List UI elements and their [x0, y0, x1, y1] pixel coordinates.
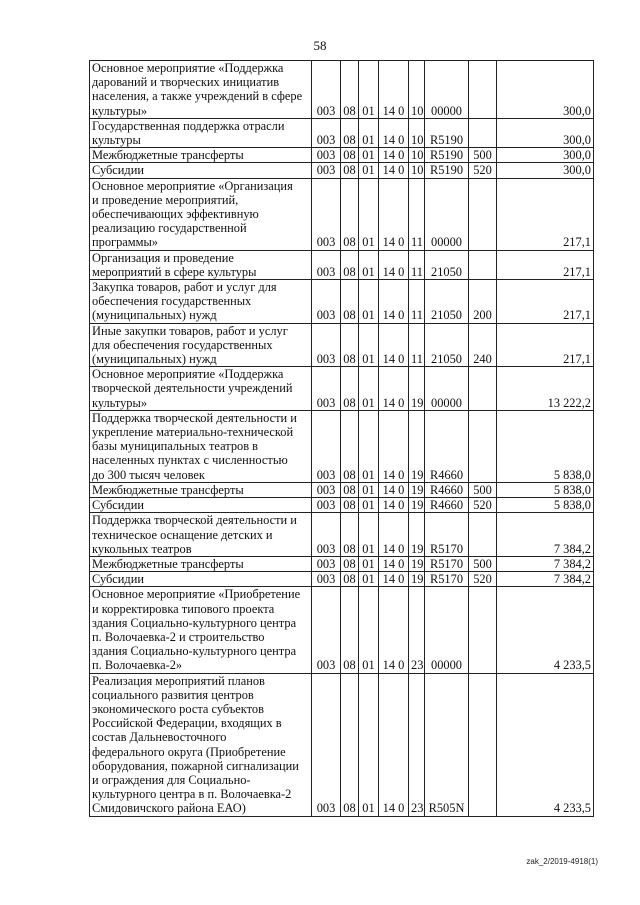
cell-expense-type-code: [469, 410, 497, 482]
cell-subsection-code: 01: [359, 367, 379, 411]
table-row: [90, 367, 594, 411]
cell-direction-code: 00000: [425, 61, 469, 119]
cell-amount: 7 384,2: [497, 572, 594, 587]
cell-direction-code: 21050: [425, 280, 469, 324]
cell-direction-code: R4660: [425, 482, 469, 497]
table-row: [90, 178, 594, 250]
cell-expense-type-code: 520: [469, 498, 497, 513]
cell-row-name: Реализация мероприятий планов социального развития центров экономического роста субъектов Российской Федерации, входящих в состав Дальневосточного федерального округа (Приобретение оборудования, пожарной сигнализации и ограждения для Социально- культурного центра в п. Волочаевка-2 Смидовичского района ЕАО): [90, 673, 312, 816]
cell-row-name: Закупка товаров, работ и услуг для обеспечения государственных (муниципальных) нужд: [90, 280, 312, 324]
cell-admin-code: 003: [312, 323, 341, 367]
cell-row-name: Основное мероприятие «Организация и проведение мероприятий, обеспечивающих эффективную реализацию государственной программы»: [90, 178, 312, 250]
cell-section-code: 08: [341, 410, 359, 482]
table-row: [90, 513, 594, 557]
cell-event-code: 19: [409, 556, 425, 571]
cell-direction-code: 00000: [425, 367, 469, 411]
cell-subsection-code: 01: [359, 118, 379, 147]
cell-expense-type-code: [469, 178, 497, 250]
cell-admin-code: 003: [312, 572, 341, 587]
cell-amount: 217,1: [497, 280, 594, 324]
cell-row-name: Субсидии: [90, 572, 312, 587]
cell-direction-code: R5170: [425, 513, 469, 557]
cell-direction-code: R5190: [425, 148, 469, 163]
budget-table: [89, 60, 594, 817]
cell-subsection-code: 01: [359, 250, 379, 279]
cell-amount: 5 838,0: [497, 498, 594, 513]
cell-section-code: 08: [341, 148, 359, 163]
cell-event-code: 19: [409, 498, 425, 513]
cell-row-name: Государственная поддержка отрасли культуры: [90, 118, 312, 147]
cell-expense-type-code: [469, 513, 497, 557]
cell-admin-code: 003: [312, 556, 341, 571]
cell-subsection-code: 01: [359, 572, 379, 587]
cell-row-name: Основное мероприятие «Приобретение и корректировка типового проекта здания Социально-культурного центра п. Волочаевка-2 и строительство здания Социально-культурного центра п. Волочаевка-2»: [90, 587, 312, 673]
table-row: [90, 280, 594, 324]
cell-subsection-code: 01: [359, 178, 379, 250]
cell-subsection-code: 01: [359, 148, 379, 163]
cell-amount: 5 838,0: [497, 410, 594, 482]
cell-subsection-code: 01: [359, 323, 379, 367]
cell-event-code: 19: [409, 367, 425, 411]
cell-row-name: Основное мероприятие «Поддержка творческой деятельности учреждений культуры»: [90, 367, 312, 411]
cell-admin-code: 003: [312, 61, 341, 119]
cell-section-code: 08: [341, 587, 359, 673]
cell-program-code: 14 0: [379, 498, 409, 513]
cell-event-code: 11: [409, 323, 425, 367]
cell-section-code: 08: [341, 572, 359, 587]
cell-event-code: 10: [409, 148, 425, 163]
cell-subsection-code: 01: [359, 410, 379, 482]
cell-event-code: 11: [409, 178, 425, 250]
cell-direction-code: R4660: [425, 498, 469, 513]
cell-admin-code: 003: [312, 513, 341, 557]
cell-event-code: 11: [409, 280, 425, 324]
cell-direction-code: R5170: [425, 572, 469, 587]
cell-amount: 7 384,2: [497, 556, 594, 571]
cell-section-code: 08: [341, 498, 359, 513]
cell-direction-code: R5190: [425, 118, 469, 147]
cell-section-code: 08: [341, 280, 359, 324]
cell-section-code: 08: [341, 61, 359, 119]
cell-row-name: Иные закупки товаров, работ и услуг для обеспечения государственных (муниципальных) нужд: [90, 323, 312, 367]
cell-admin-code: 003: [312, 367, 341, 411]
cell-expense-type-code: 200: [469, 280, 497, 324]
cell-amount: 217,1: [497, 250, 594, 279]
cell-subsection-code: 01: [359, 163, 379, 178]
cell-amount: 217,1: [497, 178, 594, 250]
cell-event-code: 19: [409, 482, 425, 497]
table-row: [90, 556, 594, 571]
cell-subsection-code: 01: [359, 61, 379, 119]
cell-row-name: Поддержка творческой деятельности и техническое оснащение детских и кукольных театров: [90, 513, 312, 557]
cell-subsection-code: 01: [359, 280, 379, 324]
table-row: [90, 148, 594, 163]
cell-section-code: 08: [341, 482, 359, 497]
cell-admin-code: 003: [312, 673, 341, 816]
cell-amount: 13 222,2: [497, 367, 594, 411]
cell-program-code: 14 0: [379, 410, 409, 482]
cell-direction-code: 00000: [425, 587, 469, 673]
cell-event-code: 19: [409, 410, 425, 482]
cell-admin-code: 003: [312, 498, 341, 513]
cell-program-code: 14 0: [379, 178, 409, 250]
cell-section-code: 08: [341, 118, 359, 147]
cell-subsection-code: 01: [359, 482, 379, 497]
table-row: [90, 587, 594, 673]
cell-expense-type-code: 520: [469, 572, 497, 587]
table-row: [90, 410, 594, 482]
cell-event-code: 23: [409, 673, 425, 816]
cell-program-code: 14 0: [379, 673, 409, 816]
cell-event-code: 19: [409, 513, 425, 557]
cell-section-code: 08: [341, 163, 359, 178]
cell-row-name: Основное мероприятие «Поддержка дарований и творческих инициатив населения, а также учреждений в сфере культуры»: [90, 61, 312, 119]
cell-subsection-code: 01: [359, 556, 379, 571]
cell-subsection-code: 01: [359, 513, 379, 557]
cell-section-code: 08: [341, 367, 359, 411]
cell-expense-type-code: [469, 61, 497, 119]
cell-admin-code: 003: [312, 250, 341, 279]
cell-event-code: 23: [409, 587, 425, 673]
cell-expense-type-code: 500: [469, 482, 497, 497]
table-row: [90, 323, 594, 367]
cell-program-code: 14 0: [379, 556, 409, 571]
cell-section-code: 08: [341, 673, 359, 816]
cell-row-name: Организация и проведение мероприятий в сфере культуры: [90, 250, 312, 279]
cell-section-code: 08: [341, 323, 359, 367]
cell-program-code: 14 0: [379, 513, 409, 557]
footer-code: zak_2/2019-4918(1): [526, 857, 598, 866]
cell-program-code: 14 0: [379, 482, 409, 497]
cell-event-code: 10: [409, 163, 425, 178]
cell-expense-type-code: 500: [469, 556, 497, 571]
cell-program-code: 14 0: [379, 367, 409, 411]
cell-section-code: 08: [341, 513, 359, 557]
cell-direction-code: 21050: [425, 323, 469, 367]
cell-expense-type-code: [469, 673, 497, 816]
table-row: [90, 673, 594, 816]
cell-subsection-code: 01: [359, 587, 379, 673]
cell-amount: 7 384,2: [497, 513, 594, 557]
table-row: [90, 250, 594, 279]
cell-amount: 300,0: [497, 148, 594, 163]
table-row: [90, 498, 594, 513]
cell-direction-code: R5190: [425, 163, 469, 178]
budget-table-body: [90, 61, 594, 817]
cell-subsection-code: 01: [359, 498, 379, 513]
cell-direction-code: 21050: [425, 250, 469, 279]
table-row: [90, 482, 594, 497]
page-number: 58: [313, 38, 327, 53]
cell-admin-code: 003: [312, 118, 341, 147]
cell-program-code: 14 0: [379, 587, 409, 673]
cell-section-code: 08: [341, 556, 359, 571]
cell-amount: 300,0: [497, 118, 594, 147]
cell-admin-code: 003: [312, 163, 341, 178]
cell-section-code: 08: [341, 250, 359, 279]
cell-amount: 4 233,5: [497, 673, 594, 816]
cell-program-code: 14 0: [379, 118, 409, 147]
cell-admin-code: 003: [312, 178, 341, 250]
cell-admin-code: 003: [312, 410, 341, 482]
cell-section-code: 08: [341, 178, 359, 250]
cell-admin-code: 003: [312, 148, 341, 163]
cell-event-code: 11: [409, 250, 425, 279]
cell-admin-code: 003: [312, 587, 341, 673]
cell-amount: 4 233,5: [497, 587, 594, 673]
cell-expense-type-code: [469, 367, 497, 411]
cell-row-name: Межбюджетные трансферты: [90, 148, 312, 163]
cell-row-name: Межбюджетные трансферты: [90, 556, 312, 571]
cell-amount: 300,0: [497, 163, 594, 178]
cell-expense-type-code: 500: [469, 148, 497, 163]
cell-program-code: 14 0: [379, 323, 409, 367]
cell-direction-code: R5170: [425, 556, 469, 571]
table-row: [90, 118, 594, 147]
cell-direction-code: R4660: [425, 410, 469, 482]
cell-program-code: 14 0: [379, 148, 409, 163]
cell-direction-code: 00000: [425, 178, 469, 250]
cell-expense-type-code: 240: [469, 323, 497, 367]
cell-row-name: Субсидии: [90, 498, 312, 513]
table-row: [90, 163, 594, 178]
cell-amount: 5 838,0: [497, 482, 594, 497]
cell-admin-code: 003: [312, 280, 341, 324]
cell-event-code: 10: [409, 61, 425, 119]
cell-expense-type-code: [469, 250, 497, 279]
cell-expense-type-code: [469, 118, 497, 147]
cell-event-code: 19: [409, 572, 425, 587]
cell-program-code: 14 0: [379, 250, 409, 279]
table-row: [90, 61, 594, 119]
cell-direction-code: R505N: [425, 673, 469, 816]
cell-row-name: Субсидии: [90, 163, 312, 178]
cell-amount: 217,1: [497, 323, 594, 367]
cell-program-code: 14 0: [379, 163, 409, 178]
cell-row-name: Межбюджетные трансферты: [90, 482, 312, 497]
cell-program-code: 14 0: [379, 572, 409, 587]
cell-expense-type-code: [469, 587, 497, 673]
cell-program-code: 14 0: [379, 61, 409, 119]
cell-admin-code: 003: [312, 482, 341, 497]
cell-amount: 300,0: [497, 61, 594, 119]
cell-subsection-code: 01: [359, 673, 379, 816]
table-row: [90, 572, 594, 587]
cell-event-code: 10: [409, 118, 425, 147]
cell-row-name: Поддержка творческой деятельности и укрепление материально-технической базы муниципальных театров в населенных пунктах с численностью до 300 тысяч человек: [90, 410, 312, 482]
cell-program-code: 14 0: [379, 280, 409, 324]
cell-expense-type-code: 520: [469, 163, 497, 178]
